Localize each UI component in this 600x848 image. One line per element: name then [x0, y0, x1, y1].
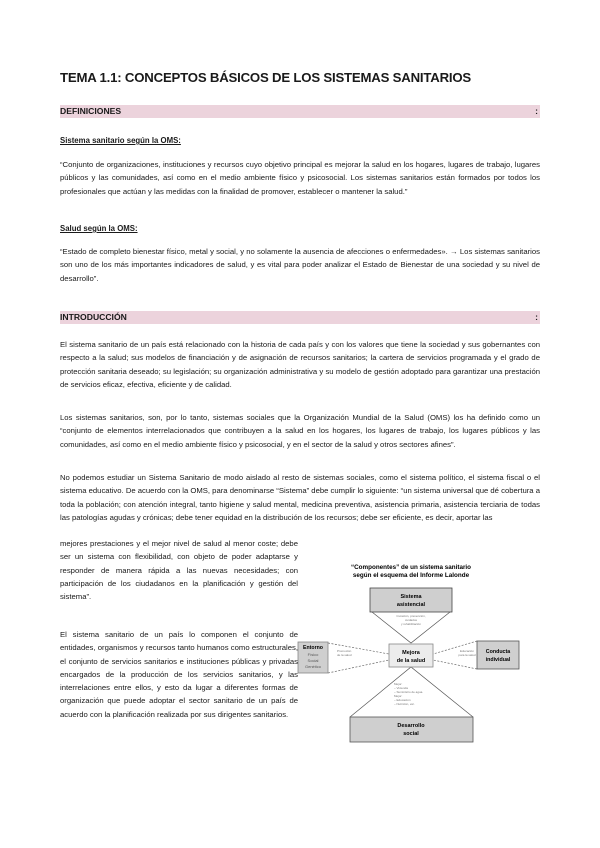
box-item: Genético: [304, 664, 322, 669]
box-label: individual: [485, 657, 511, 663]
box-item: Social: [307, 658, 319, 663]
section-colon: :: [535, 106, 538, 116]
page-title: TEMA 1.1: CONCEPTOS BÁSICOS DE LOS SISTEMAS SANITARIOS: [60, 70, 472, 85]
box-label: Entorno: [303, 645, 323, 651]
note-text: de la salud: [337, 653, 352, 657]
box-conducta-individual: [477, 641, 519, 669]
note-text: Mejor:: [394, 694, 403, 698]
note-text: – Nutrición, etc.: [394, 702, 415, 706]
note-text: Curación, prevención,: [396, 614, 426, 618]
box-desarrollo-social: [350, 717, 473, 742]
right-connector-bottom: [433, 660, 477, 669]
note-text: cuidados: [404, 618, 418, 622]
note-text: – Vivienda: [394, 686, 408, 690]
box-label: social: [403, 731, 419, 737]
note-text: Mejor:: [394, 682, 403, 686]
box-label: de la salud: [396, 658, 426, 664]
intro-paragraph-2: Los sistemas sanitarios, son, por lo tanto, sistemas sociales que la Organización Mundial de la Salud (OMS) los ha definido como un “conjunto de elementos interrelacionados que contribuyen a la salud en los hogares, los lugares de trabajo, los lugares públicos y las comunidades, así como en el medio ambiente físico y psicosocial, y en el sector de la salud y otros sectores afines”.: [60, 413, 540, 449]
box-label: Desarrollo: [397, 723, 425, 729]
subheading-sistema-oms: Sistema sanitario según la OMS:: [60, 136, 181, 145]
intro-paragraph-4: El sistema sanitario de un país lo componen el conjunto de entidades, organismos y recursos tanto humanos como estructurales, el conjunto de servicios sanitarios e instituciones públicas y privadas encargados de la producción de los servicios sanitarios, y las interrelaciones entre ellos, y esto da lugar a diferentes formas de organización que puede adoptar el sector sanitario de un país de acuerdo con la planificación realizada por sus dirigentes sanitarios.: [60, 630, 298, 719]
box-label: Mejora: [402, 650, 420, 656]
left-connector-bottom: [328, 660, 389, 673]
section-heading: DEFINICIONES: [60, 106, 122, 116]
note-text: para la salud: [458, 653, 476, 657]
intro-paragraph-3-cont: mejores prestaciones y el mejor nivel de salud al menor coste; debe ser un sistema con flexibilidad, con objeto de poder adaptarse y responder de manera rápida a las nuevas necesidades; con participación de los ciudadanos en la planificación y gestión del sistema”.: [60, 539, 298, 602]
subheading-salud-oms: Salud según la OMS:: [60, 224, 138, 233]
note-text: Promoción: [337, 649, 352, 653]
section-colon: :: [535, 312, 538, 322]
definition-salud: “Estado de completo bienestar físico, metal y social, y no solamente la ausencia de afecciones o enfermedades». → Los sistemas sanitarios son uno de los más importantes indicadores de salud, y es vital para poder analizar el Estado de Bienestar de una sociedad y su nivel de desarrollo”.: [60, 247, 540, 283]
diagram-title-line2: según el esquema del Informe Lalonde: [352, 572, 470, 579]
box-sistema-asistencial: [370, 588, 452, 612]
box-item: Físico: [307, 652, 319, 657]
box-label: Sistema: [400, 594, 422, 600]
box-label: asistencial: [396, 602, 426, 608]
note-text: y rehabilitación: [400, 622, 422, 626]
intro-paragraph-3: No podemos estudiar un Sistema Sanitario de modo aislado al resto de sistemas sociales, como el sistema político, el sistema fiscal o el sistema educativo. De acuerdo con la OMS, para denominarse “Sistema” debe cumplir lo siguiente: “un sistema universal que dé cobertura a toda la población; con atención integral, tanto higiene y salud mental, medicina preventiva, asistencia primaria, asistencia terciaria de todas las patologías agudas y crónicas; debe tener equidad en la distribución de los recursos; debe ser eficiente, es decir, aportar las: [60, 473, 540, 522]
note-text: – Suministro de agua.: [394, 690, 424, 694]
section-heading: INTRODUCCIÓN: [60, 312, 127, 322]
note-text: – Educación: [394, 698, 411, 702]
box-label: Conducta: [485, 649, 511, 655]
definition-sistema-sanitario: “Conjunto de organizaciones, instituciones y recursos cuyo objetivo principal es mejorar la salud en los hogares, lugares de trabajo, lugares públicos y las comunidades, así como en el medio ambiente físico y psicosocial. Los sistemas sanitarios están formados por todos los profesionales que actúan y las medidas con la finalidad de promover, establecer o mantener la salud.”: [60, 160, 540, 196]
diagram-title-line1: “Componentes” de un sistema sanitario: [350, 564, 472, 571]
note-text: Educación: [459, 649, 475, 653]
intro-paragraph-1: El sistema sanitario de un país está relacionado con la historia de cada país y con los valores que tiene la sociedad y sus gobernantes con respecto a la salud; sus modelos de financiación y de asignación de recursos sanitarios; la cartera de servicios programada y el grado de protección sanitaria deseado; su legislación; su organización administrativa y su modelo de gestión adoptado para garantizar una prestación de servicios eficaz, efectiva, eficiente y de calidad.: [60, 340, 540, 389]
